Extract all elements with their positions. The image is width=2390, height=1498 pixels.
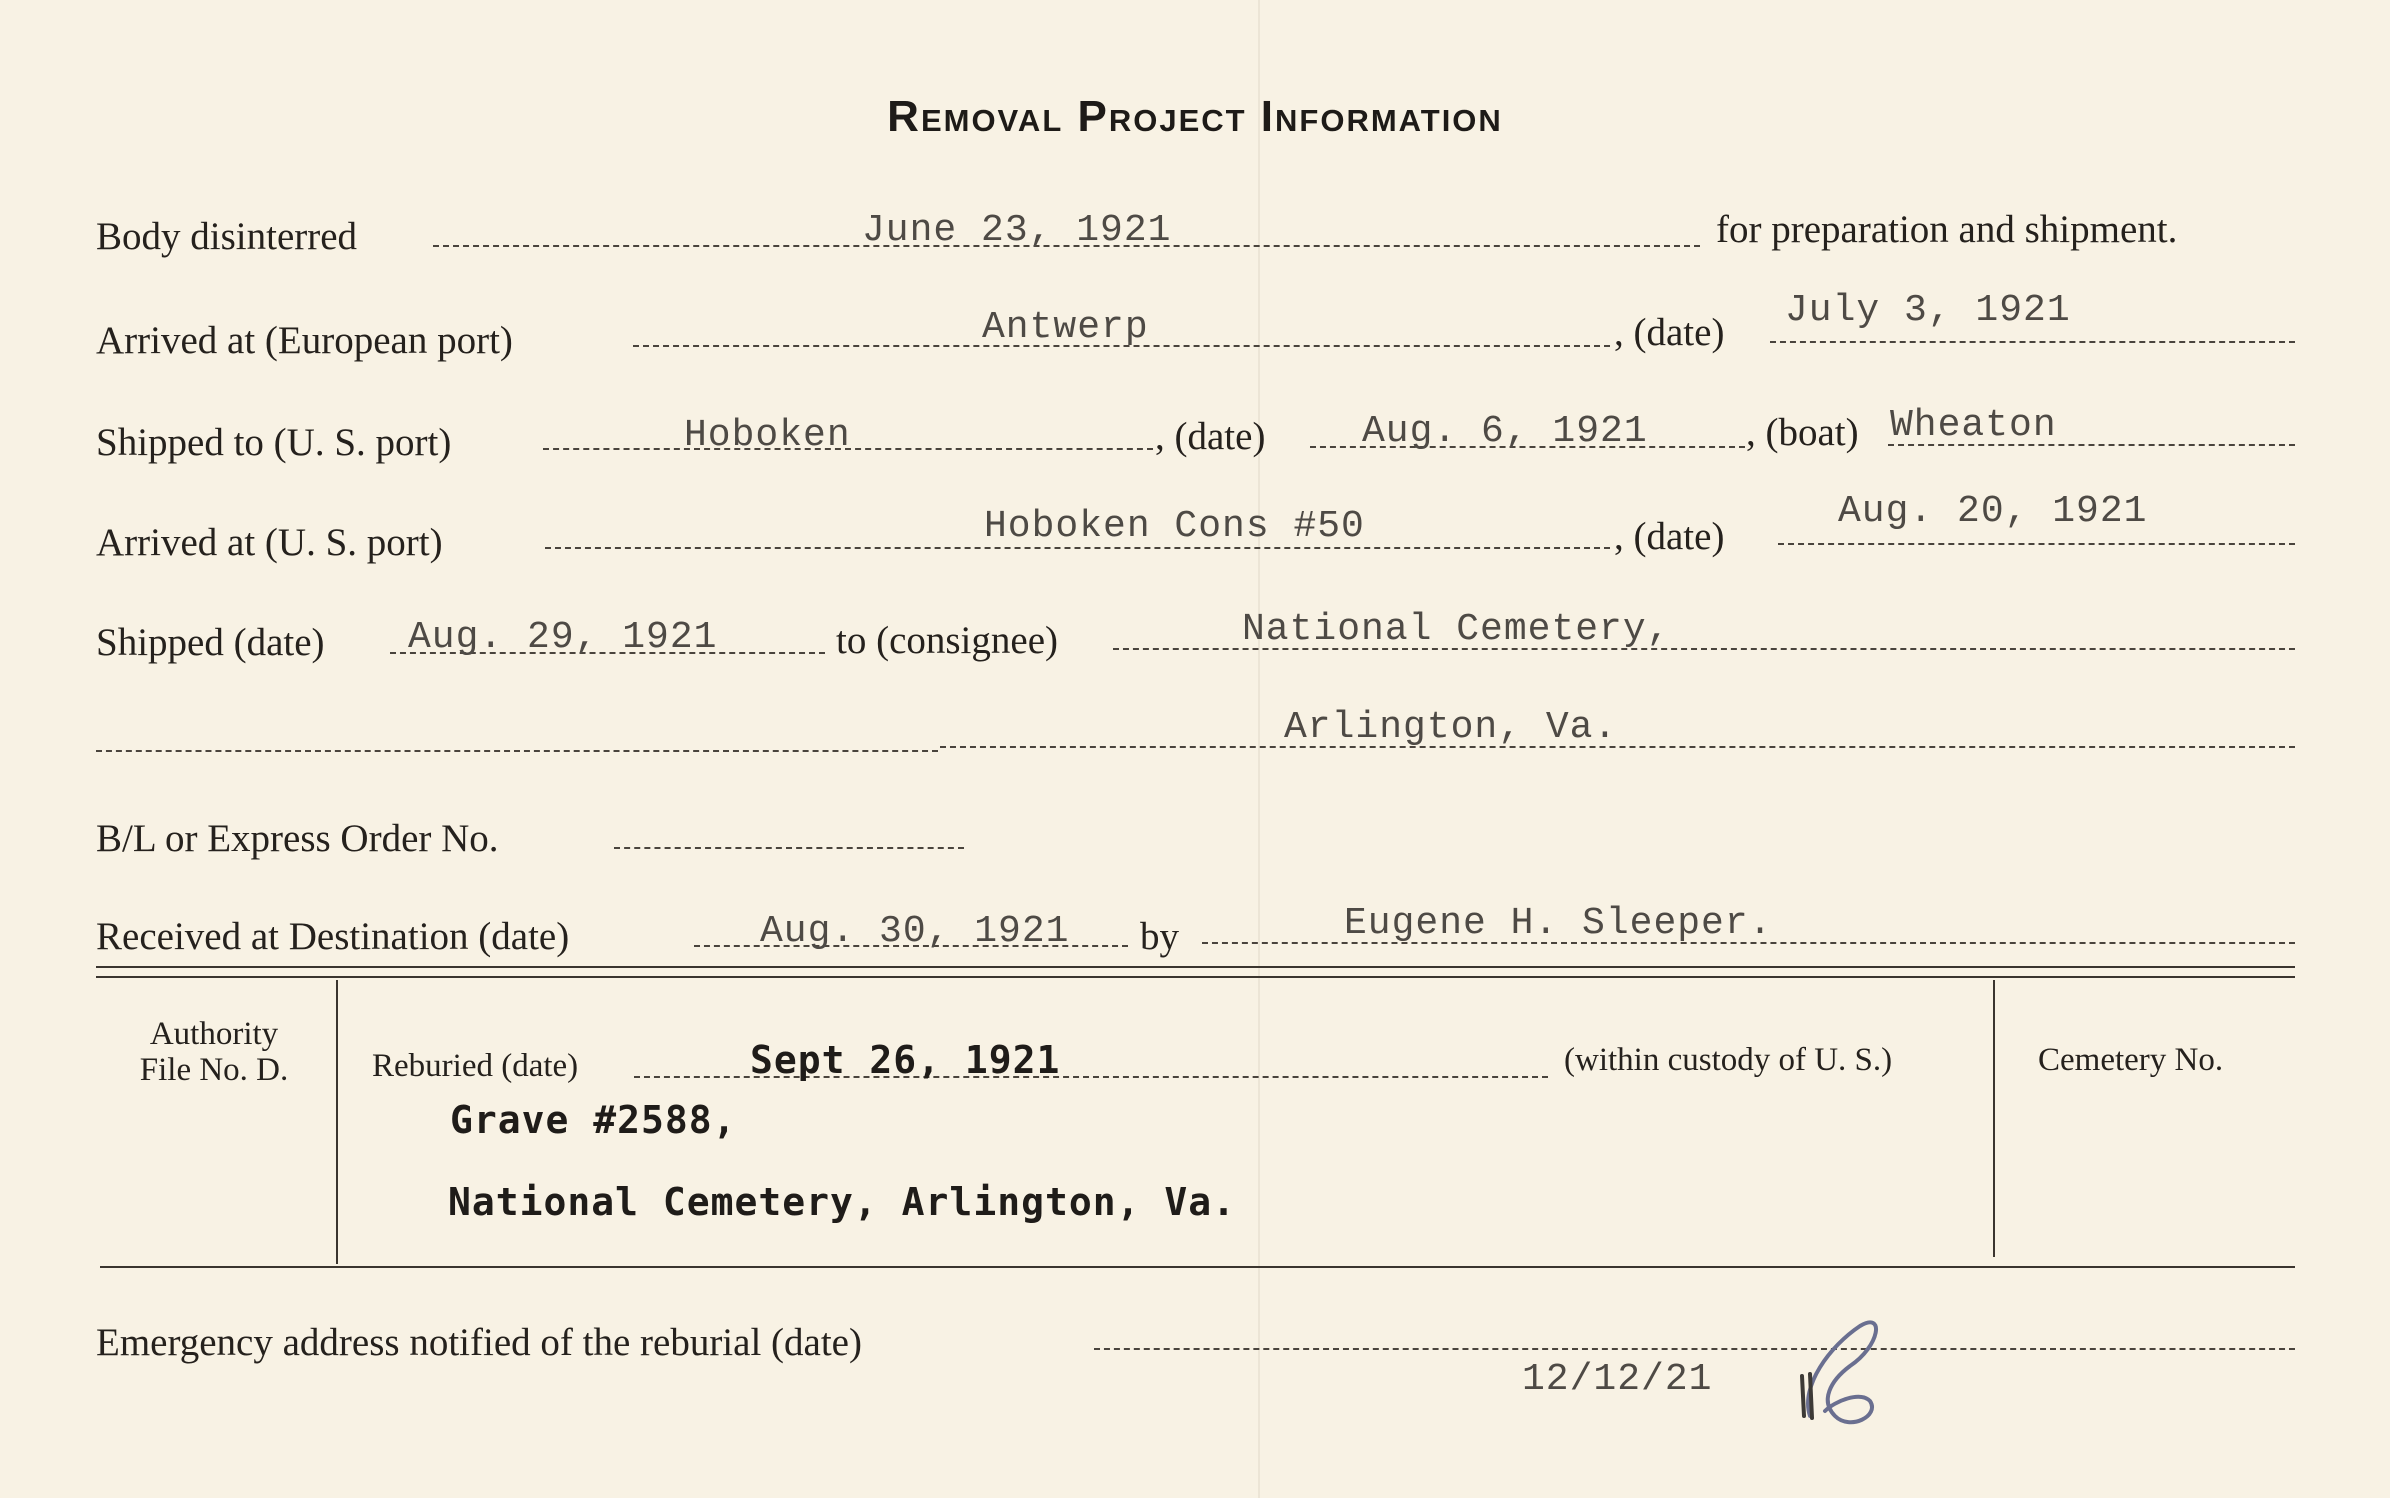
label-cemetery-no: Cemetery No. (2038, 1042, 2224, 1078)
dotted-line (96, 750, 938, 752)
label-shipped-date: Shipped (date) (96, 621, 325, 664)
label-emergency-address: Emergency address notified of the reburial (date) (96, 1321, 862, 1364)
value-shipped-date: Aug. 6, 1921 (1362, 410, 1648, 453)
label-by: by (1140, 915, 1179, 958)
label-file-no: File No. D. (139, 1052, 289, 1088)
dotted-line (1094, 1348, 2295, 1350)
label-authority: Authority (149, 1016, 279, 1052)
value-us-port-arrived: Hoboken Cons #50 (984, 505, 1365, 548)
rule-top-1 (96, 966, 2295, 968)
value-grave: Grave #2588, (450, 1098, 737, 1142)
value-shipped-to-date: Aug. 29, 1921 (408, 616, 718, 659)
value-received-date: Aug. 30, 1921 (760, 910, 1070, 953)
value-european-date: July 3, 1921 (1785, 289, 2071, 332)
value-cemetery-location: National Cemetery, Arlington, Va. (448, 1180, 1236, 1224)
value-consignee-line1: National Cemetery, (1242, 608, 1671, 651)
label-within-custody: (within custody of U. S.) (1564, 1042, 1893, 1078)
label-body-disinterred: Body disinterred (96, 215, 358, 258)
dotted-line (1778, 543, 2295, 545)
value-boat: Wheaton (1890, 404, 2057, 447)
value-disinterred-date: June 23, 1921 (862, 209, 1172, 252)
value-european-port: Antwerp (982, 306, 1149, 349)
value-us-port-shipped: Hoboken (684, 414, 851, 457)
label-reburied: Reburied (date) (372, 1048, 579, 1084)
dotted-line (940, 746, 2295, 748)
rule-vertical-right (1993, 980, 1995, 1257)
rule-bottom (100, 1266, 2295, 1268)
label-date: , (date) (1614, 311, 1725, 354)
value-received-by: Eugene H. Sleeper. (1344, 902, 1773, 945)
rule-top-2 (96, 976, 2295, 978)
card-title: Removal Project Information (887, 92, 1503, 141)
label-to-consignee: to (consignee) (836, 619, 1059, 662)
label-shipped-us-port: Shipped to (U. S. port) (96, 421, 452, 464)
label-date: , (date) (1614, 515, 1725, 558)
label-arrived-european-port: Arrived at (European port) (96, 319, 513, 362)
label-bl-express-order: B/L or Express Order No. (96, 817, 499, 860)
card-fold (1258, 0, 1260, 1498)
label-for-preparation: for preparation and shipment. (1716, 208, 2178, 251)
dotted-line (1770, 341, 2295, 343)
value-consignee-line2: Arlington, Va. (1284, 706, 1618, 749)
rule-vertical-left (336, 980, 338, 1264)
value-reburied-date: Sept 26, 1921 (750, 1038, 1061, 1082)
dotted-line (614, 847, 964, 849)
label-arrived-us-port: Arrived at (U. S. port) (96, 521, 443, 564)
value-emergency-date: 12/12/21 (1522, 1358, 1713, 1401)
label-received-destination: Received at Destination (date) (96, 915, 570, 958)
label-date: , (date) (1155, 415, 1266, 458)
value-arrived-date: Aug. 20, 1921 (1838, 490, 2148, 533)
label-boat: , (boat) (1746, 411, 1859, 454)
handwritten-initials-icon (1790, 1306, 1900, 1436)
